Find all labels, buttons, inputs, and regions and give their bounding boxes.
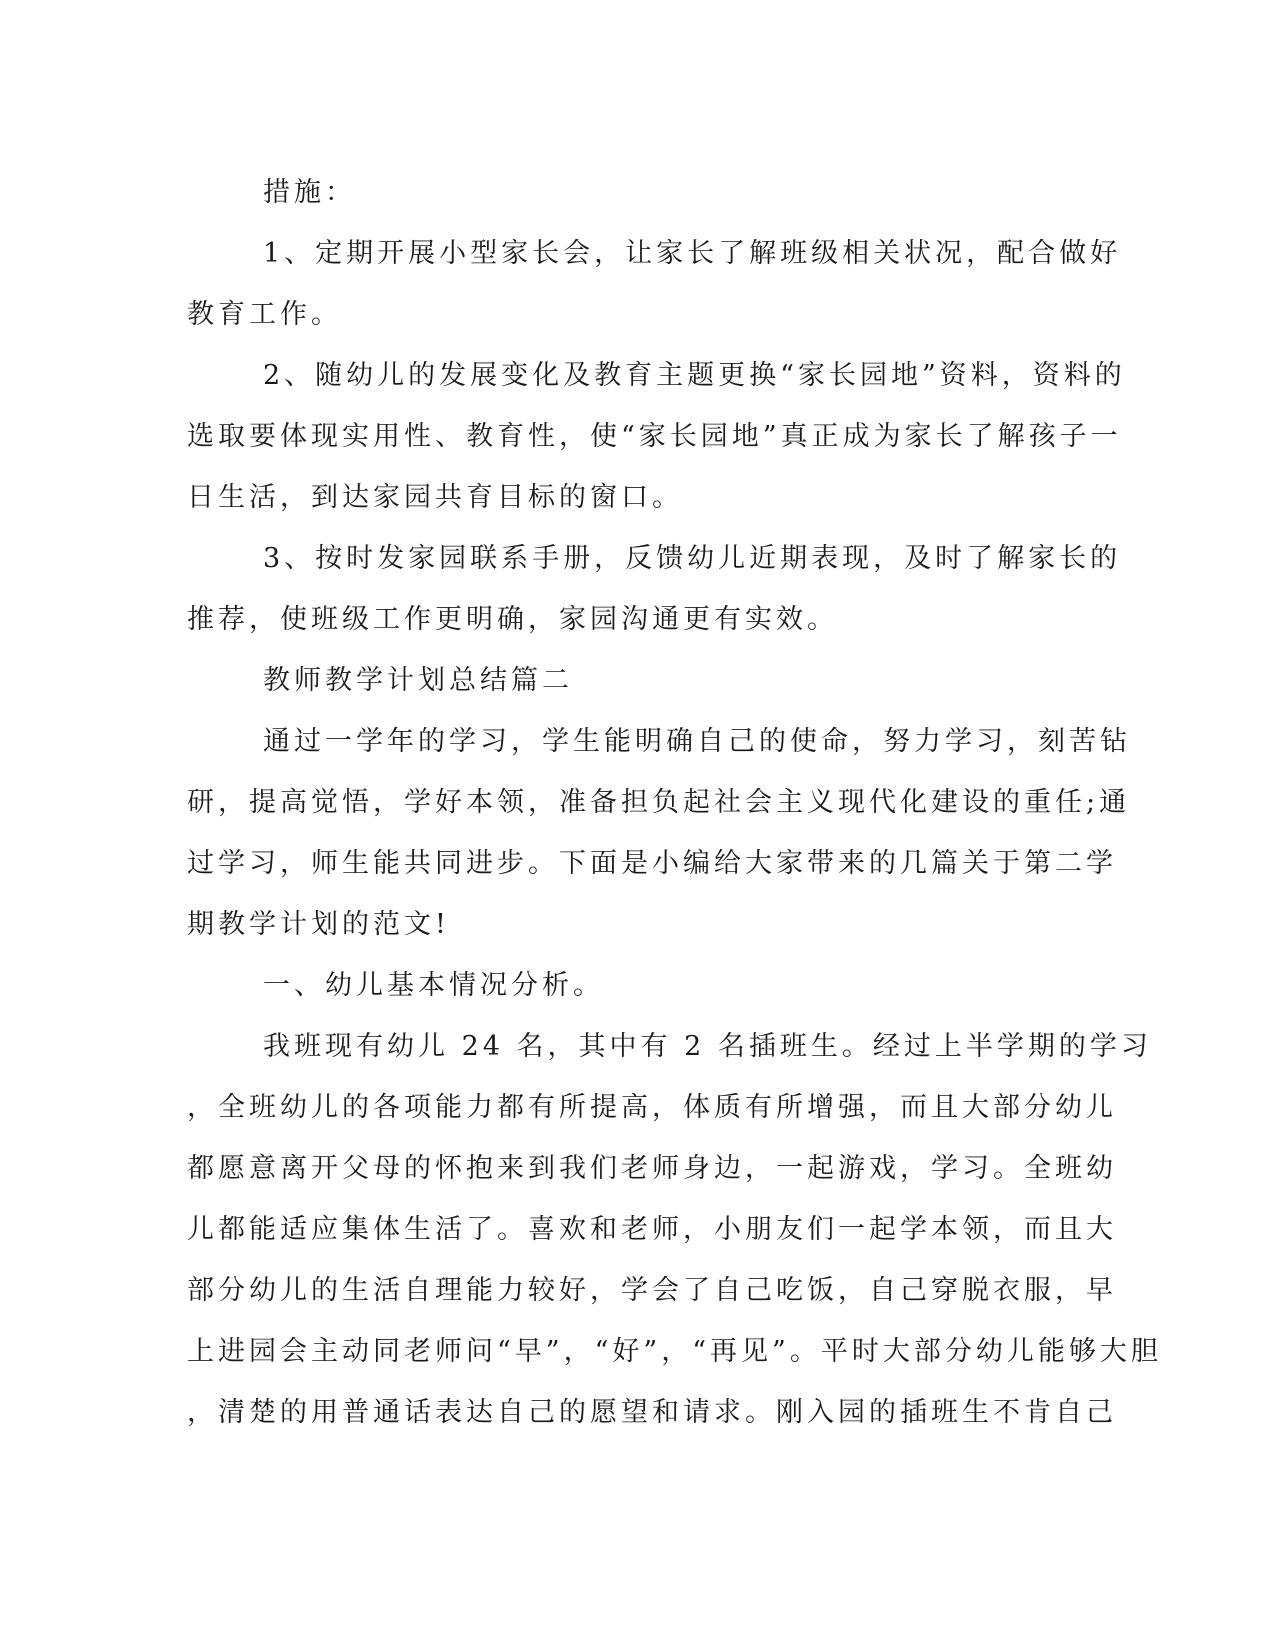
paragraph-line: 期教学计划的范文! xyxy=(187,909,450,940)
paragraph-line: 都愿意离开父母的怀抱来到我们老师身边，一起游戏，学习。全班幼 xyxy=(187,1153,1117,1184)
paragraph-heading-measures: 措施： xyxy=(263,177,356,208)
paragraph-line: 部分幼儿的生活自理能力较好，学会了自己吃饭，自己穿脱衣服，早 xyxy=(187,1275,1117,1306)
paragraph-line: ，清楚的用普通话表达自己的愿望和请求。刚入园的插班生不肯自己 xyxy=(187,1397,1117,1428)
section-subheading: 一、幼儿基本情况分析。 xyxy=(263,970,604,1001)
section-title: 教师教学计划总结篇二 xyxy=(263,665,573,696)
paragraph-line: 日生活，到达家园共育目标的窗口。 xyxy=(187,482,683,513)
paragraph-line: 我班现有幼儿 24 名，其中有 2 名插班生。经过上半学期的学习 xyxy=(263,1031,1152,1062)
paragraph-line: 过学习，师生能共同进步。下面是小编给大家带来的几篇关于第二学 xyxy=(187,848,1117,879)
paragraph-line: 通过一学年的学习，学生能明确自己的使命，努力学习，刻苦钻 xyxy=(263,726,1131,757)
paragraph-line: 3、按时发家园联系手册，反馈幼儿近期表现，及时了解家长的 xyxy=(263,543,1122,574)
paragraph-line: 教育工作。 xyxy=(187,299,342,330)
paragraph-line: 2、随幼儿的发展变化及教育主题更换“家长园地”资料，资料的 xyxy=(263,360,1126,391)
paragraph-line: 选取要体现实用性、教育性，使“家长园地”真正成为家长了解孩子一 xyxy=(187,421,1122,452)
paragraph-line: 研，提高觉悟，学好本领，准备担负起社会主义现代化建设的重任;通 xyxy=(187,787,1131,818)
paragraph-line: ，全班幼儿的各项能力都有所提高，体质有所增强，而且大部分幼儿 xyxy=(187,1092,1117,1123)
paragraph-line: 推荐，使班级工作更明确，家园沟通更有实效。 xyxy=(187,604,838,635)
paragraph-line: 1、定期开展小型家长会，让家长了解班级相关状况，配合做好 xyxy=(263,238,1122,269)
paragraph-line: 儿都能适应集体生活了。喜欢和老师，小朋友们一起学本领，而且大 xyxy=(187,1214,1117,1245)
document-body xyxy=(187,162,1162,1443)
paragraph-line: 上进园会主动同老师问“早”，“好”，“再见”。平时大部分幼儿能够大胆 xyxy=(187,1336,1162,1367)
